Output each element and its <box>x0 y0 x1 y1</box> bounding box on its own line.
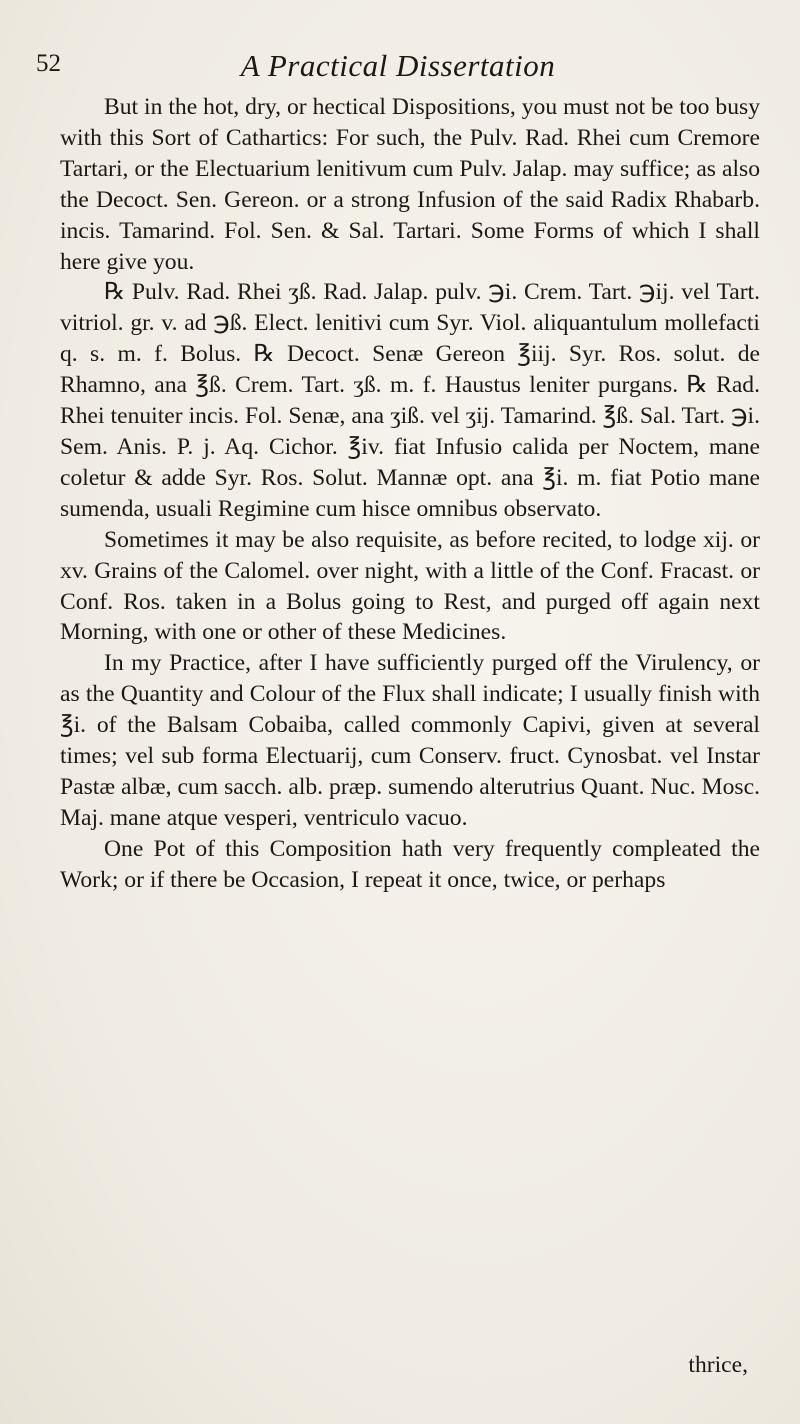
running-head: A Practical Dissertation <box>240 48 556 83</box>
paragraph-practice-balsam: In my Practice, after I have sufficiently purged off the Virulency, or as the Quantity and Colour of the Flux shall indicate; I usually finish with ℥i. of the Balsam Cobaiba, called commonly Capivi, given at several times; vel sub forma Electuarij, cum Conserv. fruct. Cynosbat. vel Instar Pastæ albæ, cum sacch. alb. præp. sumendo alterutrius Quant. Nuc. Mosc. Maj. mane atque vesperi, ventriculo vacuo. <box>60 650 760 831</box>
catchword: thrice, <box>688 1352 748 1378</box>
page-header <box>36 48 760 88</box>
paragraph-prescriptions: ℞ Pulv. Rad. Rhei ʒß. Rad. Jalap. pulv. ℈i. Crem. Tart. ℈ij. vel Tart. vitriol. gr. v. ad ℈ß. Elect. lenitivi cum Syr. Viol. aliquantulum mollefacti q. s. m. f. Bolus. ℞ Decoct. Senæ Gereon ℥iij. Syr. Ros. solut. de Rhamno, ana ℥ß. Crem. Tart. ʒß. m. f. Haustus leniter purgans. ℞ Rad. Rhei tenuiter incis. Fol. Senæ, ana ʒiß. vel ʒij. Tamarind. ℥ß. Sal. Tart. ℈i. Sem. Anis. P. j. Aq. Cichor. ℥iv. fiat Infusio calida per Noctem, mane coletur & adde Syr. Ros. Solut. Mannæ opt. ana ℥i. m. fiat Potio mane sumenda, usuali Regimine cum hisce omnibus observato. <box>60 279 760 522</box>
page-number: 52 <box>36 50 61 77</box>
paragraph-one-pot: One Pot of this Composition hath very frequently compleated the Work; or if there be Occasion, I repeat it once, twice, or perhaps <box>60 835 760 893</box>
paragraph-hectical-dispositions: But in the hot, dry, or hectical Dispositions, you must not be too busy with this Sort of Cathartics: For such, the Pulv. Rad. Rhei cum Cremore Tartari, or the Electuarium lenitivum cum Pulv. Jalap. may suffice; as also the Decoct. Sen. Gereon. or a strong Infusion of the said Radix Rhabarb. incis. Tamarind. Fol. Sen. & Sal. Tartari. Some Forms of which I shall here give you. <box>60 94 760 275</box>
body-text <box>60 92 760 896</box>
paragraph-calomel: Sometimes it may be also requisite, as before recited, to lodge xij. or xv. Grains of the Calomel. over night, with a little of the Conf. Fracast. or Conf. Ros. taken in a Bolus going to Rest, and purged off again next Morning, with one or other of these Medicines. <box>60 526 760 646</box>
